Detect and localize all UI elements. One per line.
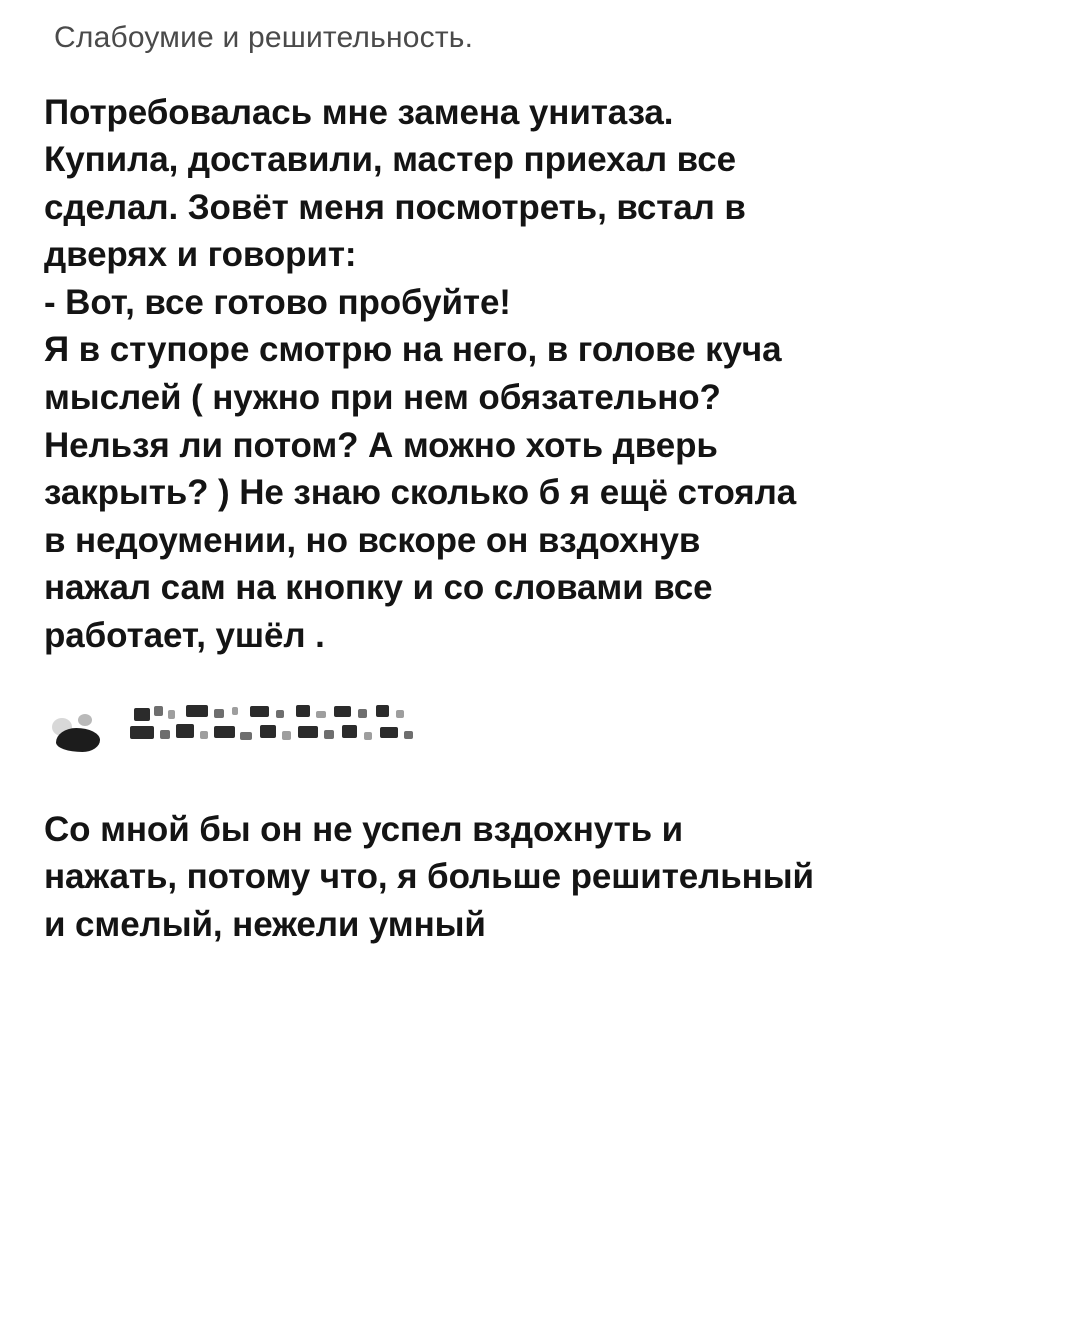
post-line: нажал сам на кнопку и со словами все [44, 568, 713, 608]
comment-body [44, 806, 1036, 949]
post-subtitle: Слабоумие и решительность. [54, 21, 474, 54]
redacted-author-name [128, 704, 458, 766]
post-body [44, 89, 1036, 660]
comment-line: и смелый, нежели умный [44, 904, 486, 944]
post-line: работает, ушёл . [44, 616, 325, 656]
comment-author-row [52, 704, 1036, 766]
post-line: Купила, доставили, мастер приехал все [44, 140, 736, 180]
post-line: закрыть? ) Не знаю сколько б я ещё стояла [44, 473, 797, 513]
avatar-icon [52, 712, 110, 758]
post-line: дверях и говорит: [44, 235, 357, 275]
post-line: - Вот, все готово пробуйте! [44, 282, 511, 322]
post-line: мыслей ( нужно при нем обязательно? [44, 378, 721, 418]
post-line: Нельзя ли потом? А можно хоть дверь [44, 425, 718, 465]
post-line: Я в ступоре смотрю на него, в голове куча [44, 330, 782, 370]
post-line: сделал. Зовёт меня посмотреть, встал в [44, 187, 746, 227]
comment-line: Со мной бы он не успел вздохнуть и [44, 809, 684, 849]
comment-line: нажать, потому что, я больше решительный [44, 857, 814, 897]
post-line: в недоумении, но вскоре он вздохнув [44, 520, 701, 560]
post-line: Потребовалась мне замена унитаза. [44, 92, 674, 132]
